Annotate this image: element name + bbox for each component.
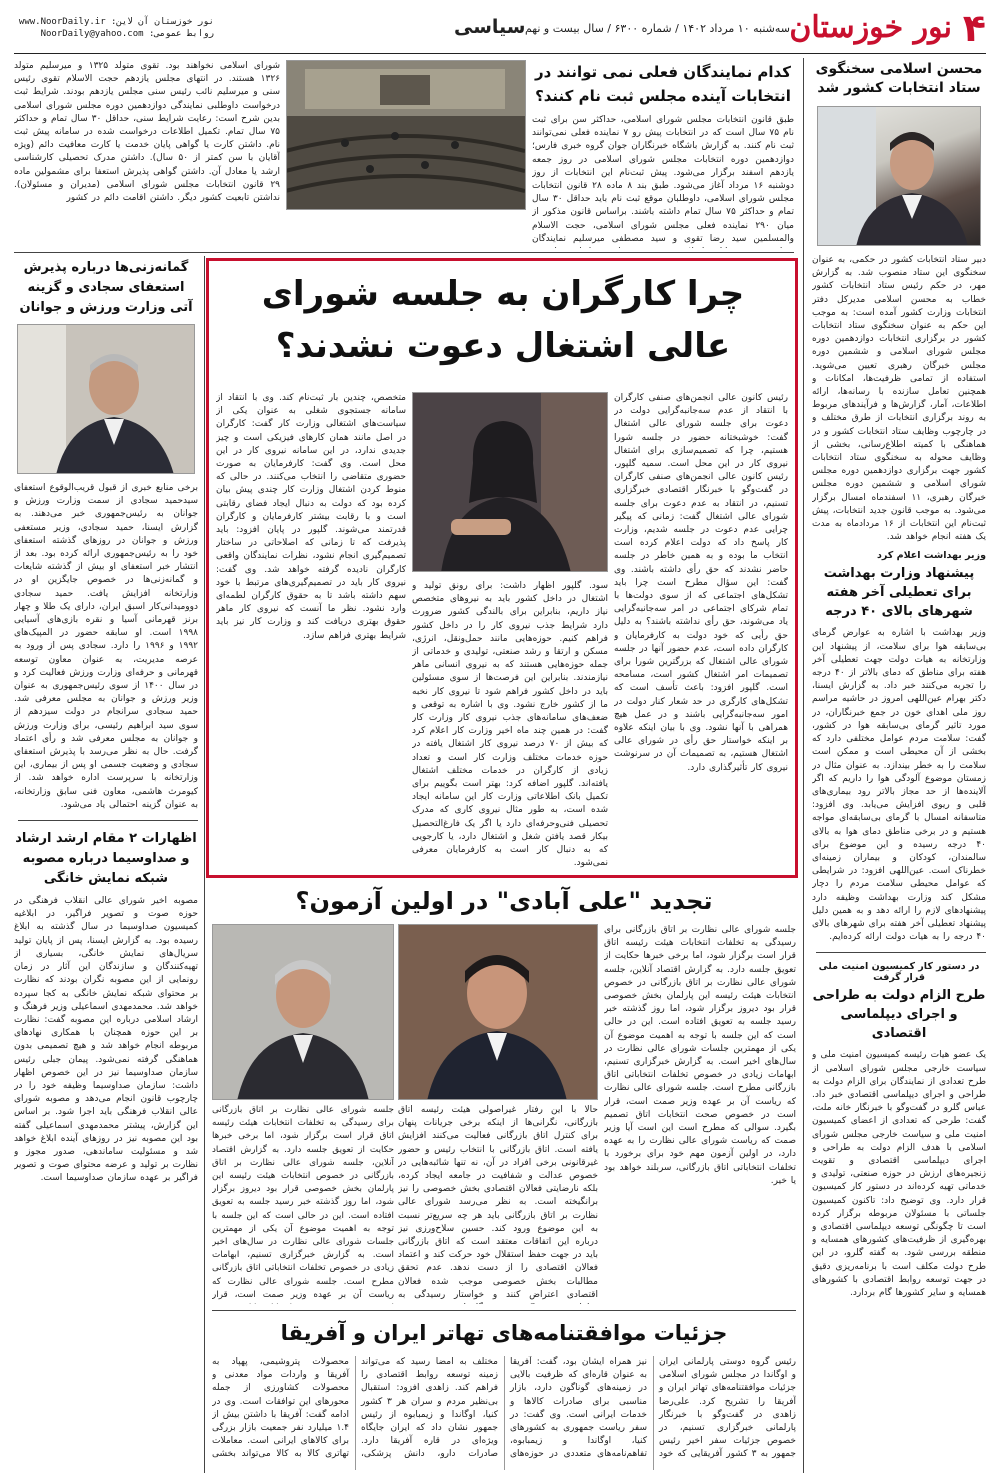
left-column: [14, 258, 198, 1470]
column-rule: [803, 58, 804, 1473]
ali-abadi-caption: جلسه شورای عالی نظارت بر اتاق بازرگانی برای رسیدگی به تخلفات انتخابات هیئت رئیسه اتاق قرار است برگزار شود، اما برخی خبرها حکایت از تعویق جلسه دارد. به گزارش اقتصاد آنلاین، جلسه شورای عالی نظارت بر اتاق بازرگانی در خصوص انتخابات هیئت رئیسه این پارلمان بخش خصوصی قرار بود دیروز برگزار شود، اما روز گذشته خبر رسید جلسه به تعویق افتاده است. این در حالی است که این جلسه با توجه به اهمیت موضوع آن یکی از مهمترین جلسات شورای عالی نظارت در سال‌های اخیر است. به گزارش خبرگزاری تسنیم، ابهامات زیادی در خصوص تخلفات انتخاباتی اتاق بازرگانی مطرح است. جلسه شورای عالی نظارت که ریاست آن بر عهده وزیر صمت است، قرار: [212, 1105, 394, 1300]
article-sports-body: برخی منابع خبری از قبول قریب‌الوقوع استعفای سیدحمید سجادی از سمت وزارت ورزش و جوانان به رئیس‌جمهوری خبر می‌دهند. به گزارش ایسنا، حمید سجادی، وزیر مستعفی ورزش و جوانان در روزهای گذشته استعفای خود را به رئیس‌جمهوری ارائه کرده بود. بعد از انتشار خبر استعفای او بیش از گذشته شایعات و گمانه‌زنی‌ها در خصوص جایگزین او در وزارتخانه افزایش یافت. حمید سجادی دوومیدانی‌کار اسبق ایران، دارای یک طلا و چهار برنز قهرمانی آسیا و نقره بازی‌های آسیایی ۱۹۹۸ است. او سابقه حضور در المپیک‌های ۱۹۹۲ و ۱۹۹۶ را دارد. سجادی پس از ورود به عرصه مدیریت، به عنوان معاون توسعه قهرمانی و حرفه‌ای وزارت ورزش فعالیت کرد و در سال ۱۴۰۰ از سوی رئیس‌جمهوری به عنوان وزیر ورزش و جوانان به مجلس معرفی شد. حمید سجادی سرانجام در دولت سیزدهم از سوی سید ابراهیم رئیسی، برای وزارت ورزش و جوانان به مجلس معرفی شد و رأی اعتماد گرفت. حال به نظر می‌رسد با پذیرش استعفای سجادی و وضعیت جسمی او پس از بیماری، این وزارتخانه با سرپرست اداره خواهد شد. از کیومرث هاشمی، معاون فنی سابق وزارتخانه، به عنوان گزینه احتمالی یاد می‌شود.: [14, 483, 198, 810]
ali-abadi-body-2: حالا با این رفتار غیراصولی هیئت رئیسه اتاق بازرگانی، نگرانی‌ها از اینکه برخی جریانات پنهان برای کنترل اتاق بازرگانی فعالیت می‌کنند افزایش یافته است. اتاق بازرگانی با انتخاب رئیس و حضور غیرقانونی برخی افراد در آن، نه تنها شائبه‌هایی در خصوص عدالت و شفافیت در جامعه ایجاد کرده، بلکه نارضایتی فعالان اقتصادی بخش خصوصی را نیز برانگیخته است. به نظر می‌رسد شورای عالی نظارت بر اتاق بازرگانی باید هر چه سریع‌تر نسبت به این موضوع ورود کند. حسین سلاح‌ورزی نیز درباره این اتفاقات معتقد است که اتاق بازرگانی باید در جهت حفظ استقلال خود حرکت کند و اعتماد فعالان اقتصادی را از دست ندهد. عدم تحقق مطالبات بخش خصوصی موجب شده فعالان اقتصادی اعتراض کنند و خواستار رسیدگی به: [398, 1105, 598, 1300]
page-number: ۴: [962, 6, 986, 50]
divider: [212, 1310, 796, 1311]
section-title: سیاسی: [454, 16, 526, 38]
headline-workers: چرا کارگران به جلسه شورای عالی اشتغال دعوت نشدند؟: [261, 274, 745, 366]
feature-col-3: [216, 392, 406, 868]
kicker-health: وزیر بهداشت اعلام کرد: [877, 550, 986, 562]
feature-body-2: سود. گلپور اظهار داشت: برای رونق تولید و اشتغال در داخل کشور باید به نیروهای متخصص نیاز داریم، بنابراین برای بالندگی کشور ضرورت دارد شرایط جذب نیروی کار را در داخل کشور فراهم کنیم. حوزه‌هایی مانند حمل‌ونقل، انرژی، مسکن و ارتقا و رشد صنعتی، تولیدی و خدماتی از جمله حوزه‌هایی هستند که به نیروی انسانی ماهر نیازمندند. بنابراین این فرصت‌ها از سوی مسئولین باید در داخل کشور فراهم شود تا نیروی کار نخبه ما از کشور خارج نشود. وی با اشاره به توقعی و ضعف‌های سامانه‌های جذب نیروی کار وزارت کار گفت: در همین چند ماه اخیر وزارت کار اعلام کرد که بیش از ۷۰ درصد نیروی کار اشتغال یافته در حوزه خدمات مختلف وزارت کار است و تعداد زیادی از کارگران در خدمات مختلف اشتغال یافته‌اند. گلپور اضافه کرد: بهتر است بگوییم برای تکمیل بانک اطلاعاتی وزارت کار این سامانه ایجاد شده است، به طور مثال نیروی کاری که مدرک تحصیلی فنی‌وحرفه‌ای دارد یا اگر یک فارغ‌التحصیل بیکار قصد یافتن شغل و اشتغال دارد، یا کارجویی که به دنبال کار است به کارفرمایان معرفی نمی‌شود.: [412, 581, 608, 868]
article-diplomacy-body: یک عضو هیات رئیسه کمیسیون امنیت ملی و سیاست خارجی مجلس شورای اسلامی از طرح تعدادی از نمایندگان برای الزام دولت به طراحی و اجرای دیپلماسی اقتصادی خبر داد. عباس گلرو در گفت‌وگو با خبرنگار خانه ملت، گفت: طرحی که تعدادی از اعضای کمیسیون امنیت ملی و سیاست خارجی مجلس شورای اسلامی با هدف الزام دولت به طراحی و اجرای دیپلماسی اقتصادی و تقویت زنجیره‌های ارزش در حوزه صنعتی، تولیدی و خدماتی تهیه کرده‌اند در دستور کار کمیسیون قرار دارد. وی توضیح داد: تاکنون کمیسیون جلساتی با مسئولان مربوطه برگزار کرده است تا چگونگی توسعه دیپلماسی اقتصادی و بهره‌گیری از ظرفیت‌های کشورهای همسایه و منطقه بررسی شود. به گفته گلرو، در این طرح دولت مکلف است با برنامه‌ریزی دقیق در جهت توسعه روابط اقتصادی با کشورهای همسایه و سایر کشورها گام بردارد.: [812, 1050, 986, 1298]
article-health-body: وزیر بهداشت با اشاره به عوارض گرمای بی‌سابقه هوا برای سلامت، از پیشنهاد این وزارتخانه به هیات دولت جهت تعطیلی آخر هفته برای مناطق که دمای بالاتر از ۴۰ درجه را تجربه می‌کنند خبر داد. به گزارش ایسنا، دکتر بهرام عین‌اللهی امروز در حاشیه مراسم روز ملی اهدای خون در جمع خبرنگاران، در مورد تاثیر گرمای بی‌سابقه هوا در کشور، گفت: سلامت مردم عوامل مختلفی دارد که بخشی از آن محیطی است و ممکن است سلامت را به خطر بیندازد. به عنوان مثال در زمستان موضوع آلودگی هوا را داریم که اگر آلاینده‌ها از حد مجاز بالاتر رود بیماری‌های قلبی و ریوی افزایش می‌یابد. وی افزود: متاسفانه امسال با گرمای بی‌سابقه‌ای مواجه هستیم و در برخی مناطق دمای هوا به بالای ۴۰ درجه رسیده و این موضوع برای سالمندان، کودکان و بیماران زمینه‌ای خطرناک است. عین‌اللهی افزود: در شرایطی که عوامل محیطی سلامت مردم را دچار مشکل کند وزارت بهداشت وظیفه دارد پیشنهادهای لازم را ارائه دهد و به همین دلیل پیشنهاد تعطیلی آخر هفته برای شهرهای بالای ۴۰ درجه را به هیات دولت ارائه کرده‌ایم.: [812, 628, 986, 943]
ali-abadi-col-2: [398, 1104, 598, 1304]
feature-body-3: متخصص، چندین بار ثبت‌نام کند. وی با انتقاد از سامانه جستجوی شغلی به عنوان یکی از سیاست‌های اشتغالی وزارت کار گفت: کارگران در اصل مانند همان کارهای فیزیکی است و چیز جدیدی ندارد، در این سامانه نیروی کار در این محل است. وی گفت: کارفرمایان به صورت حضوری متقاضی را انتخاب می‌کنند. در حالی که منوط کردن اشتغال وزارت کار چندی پیش بیان کرده بود که دولت به دنبال ایجاد فضای رقابتی است و با رقابت بیشتر کارفرمایان و کارگران قدرتمند می‌شوند. گلپور در پایان افزود: باید پذیرفت که تا زمانی که اصلاحاتی در ساختار تصمیم‌گیری انجام نشود، نظرات نمایندگان واقعی کارگران نادیده گرفته خواهد شد. وی گفت: نیروی کار باید در تصمیم‌گیری‌های مرتبط با خود سهم داشته باشد تا به حقوق کارگران لطمه‌ای وارد نشود. نظر ما آنست که نیروی کار ماهر حقوق بهتری دریافت کند و وزارت کار نیز باید شرایط بهتری فراهم سازد.: [216, 393, 406, 641]
article-home-video-body: مصوبه اخیر شورای عالی انقلاب فرهنگی در حوزه صوت و تصویر فراگیر، در ابلاغیه کمیسیون صداوسیما در سال گذشته به ابلاغ رسیده بود. به گزارش ایسنا، پس از پایان تولید سریال‌های نمایش خانگی، بسیاری از تهیه‌کنندگان و سازندگان این آثار در زمان رونمایی از این مصوبه نگران بودند که نظارت بر محتوای شبکه نمایش خانگی به کجا سپرده خواهد شد. محمدمهدی اسماعیلی وزیر فرهنگ و ارشاد اسلامی درباره این مصوبه گفت: نظارت بر این حوزه همچنان با همکاری نهادهای مربوطه انجام خواهد شد و هیچ تصمیمی بدون هماهنگی گرفته نمی‌شود. پیمان جبلی رئیس سازمان صداوسیما نیز در این خصوص اظهار داشت: سازمان صداوسیما وظیفه خود را در چارچوب قانون انجام می‌دهد و مصوبه شورای عالی انقلاب فرهنگی باید اجرا شود. بر اساس این گزارش، پیشتر محمدمهدی اسماعیلی گفته بود این مصوبه نیز در روزهای آینده ابلاغ خواهد شد و مسئولیت ساماندهی، صدور مجوز و نظارت بر تولید و عرضه محتوای صوت و تصویر فراگیر بر عهده سازمان صداوسیما است.: [14, 896, 198, 1184]
ali-abadi-col-3: [212, 1104, 394, 1304]
top-article-left: [14, 60, 280, 248]
divider: [14, 252, 794, 253]
top-article-right: [532, 60, 794, 248]
sajadi-photo: [17, 324, 195, 474]
article-spokesman-body: دبیر ستاد انتخابات کشور در حکمی، به عنوان سخنگوی این ستاد منصوب شد. به گزارش مهر، در حکم رئیس ستاد انتخابات کشور خطاب به محسن اسلامی مدیرکل دفتر انتخابات وزارت کشور آمده است: به موجب این حکم به عنوان سخنگوی ستاد انتخابات کشور در برگزاری انتخابات دوازدهمین دوره مجلس شورای اسلامی و ششمین دوره مجلس خبرگان رهبری تعیین می‌شوید. استفاده از تمامی ظرفیت‌ها، امکانات و همچنین تعامل سازنده با رسانه‌ها، ارائه اطلاعات، آمار، گزارش‌ها و فرآیندهای مربوط به روند برگزاری انتخابات از طرق مختلف و در چارچوب وظایف ستاد انتخابات کشور و در هماهنگی با کمیته اطلاع‌رسانی، بخشی از وظایف محوله به سخنگوی ستاد انتخابات کشور جهت برگزاری دوازدهمین دوره مجلس شورای اسلامی و ششمین دوره مجلس خبرگان رهبری، ۱۱ اسفندماه امسال برگزار می‌شود. به موجب قانون جدید انتخابات، پیش ثبت‌نام این انتخابات از ۱۶ مردادماه به مدت یک هفته انجام خواهد شد.: [812, 255, 986, 543]
kicker-diplomacy: در دستور کار کمیسیون امنیت ملی قرار گرفت: [818, 961, 980, 984]
feature-body-1: رئیس کانون عالی انجمن‌های صنفی کارگران با انتقاد از عدم سه‌جانبه‌گرایی دولت در دعوت برای جلسه شورای عالی اشتغال گفت: خوشبختانه حضور در جلسه شورا هستیم، چرا که تصمیم‌سازی برای اشتغال نیروی کار در این محل است. سمیه گلپور، رئیس کانون عالی انجمن‌های صنفی کارگران در گفت‌وگو با خبرنگار اقتصادی خبرگزاری تسنیم، در انتقاد به عدم دعوت برای جلسه شورای عالی اشتغال گفت: زمانی که پیگیر چرایی عدم دعوت در جلسه شدیم، وزارت کار پاسخ داد که دولت اعلام کرده است انتخاب ما بوده و به همین خاطر در جلسه حاضر نشدند که حق رأی داشته باشند. وی گفت: این سؤال مطرح است چرا باید تشکل‌های اجتماعی که از سوی دولت‌ها با تمام شرکای اجتماعی در امر سه‌جانبه‌گرایی یاد می‌شوند، حق رأی نداشته باشند؟ به دلیل حق رأیی که خود دولت به کارفرمایان و کارگران داده است، عدم حضور آنها در جلسه شورای عالی اشتغال که بزرگترین شورا برای تصمیمات امر اشتغال کشور است، مسامحه است. گلپور افزود: باعث تأسف است که تشکل‌های کارگری در حد شعار کنار دولت در امور سه‌جانبه‌گرایی باشند و در عمل هیچ همراهی با آنها نشود. وی با بیان اینکه علاوه بر اینکه خواستار حق رأی در شورای عالی اشتغال هستیم، به تصمیمات آن در سرنوشت نیروی کار تأثیرگذاری دارد.: [614, 393, 788, 773]
portrait-illustration: [817, 107, 980, 246]
portrait-photo: [817, 106, 981, 246]
parliament-illustration: [286, 61, 525, 210]
parliament-photo: [286, 60, 526, 210]
golpour-photo: [412, 392, 608, 572]
ali-abadi-body-1: جلسه شورای عالی نظارت بر اتاق بازرگانی برای رسیدگی به تخلفات انتخابات هیئت رئیسه اتاق قرار است برگزار شود، اما برخی خبرها حکایت از تعویق جلسه دارد. به گزارش اقتصاد آنلاین، جلسه شورای عالی نظارت بر اتاق بازرگانی در خصوص انتخابات هیئت رئیسه این پارلمان بخش خصوصی قرار بود دیروز برگزار شود، اما روز گذشته خبر رسید جلسه به تعویق افتاده است. این در حالی است که این جلسه با توجه به اهمیت موضوع آن یکی از مهمترین جلسات شورای عالی نظارت در سال‌های اخیر است. به گزارش خبرگزاری تسنیم، ابهامات زیادی در خصوص تخلفات انتخاباتی اتاق بازرگانی مطرح است. جلسه شورای عالی نظارت که ریاست آن بر عهده وزیر صمت است، قرار است در خصوص صحت انتخابات اتاق تصمیم بگیرد. سوالی که مطرح است این است آیا وزیر صمت که ریاست شورای عالی نظارت را به عهده دارد، در اولین آزمون مهم خود برای برخورد با تخلفات انتخاباتی اتاق بازرگانی، سربلند خواهد بود یا خیر.: [604, 925, 796, 1186]
feature-headline-box: [216, 268, 790, 388]
divider: [816, 952, 986, 953]
site-info: [14, 16, 214, 40]
aliabadi-photo: [212, 924, 394, 1100]
salahvarzi-illustration: [398, 925, 597, 1100]
aliabadi-illustration: [212, 925, 393, 1100]
article-parliament-body: طبق قانون انتخابات مجلس شورای اسلامی، حداکثر سن برای ثبت نام ۷۵ سال است که در انتخابات پیش رو ۷ نماینده فعلی نمی‌توانند ثبت نام کنند. به گزارش باشگاه خبرنگاران جوان گروه خبری فارس؛ دوازدهمین دوره انتخابات مجلس شورای اسلامی در روز جمعه یازدهم اسفند برگزار می‌شود. پیش ثبت‌نام این انتخابات از روز دوشنبه ۱۶ مرداد آغاز می‌شود. طبق بند ۸ ماده ۲۸ قانون انتخابات مجلس شورای اسلامی، داوطلبان موقع ثبت نام باید حداقل ۳۰ سال تمام و حداکثر ۷۵ سال تمام داشته باشند. براساس قانون مذکور از میان ۲۹۰ نماینده فعلی مجلس شورای اسلامی، حجت الاسلام والمسلمین سید رضا تقوی و سید مصطفی میرسلیم نمایندگان: [532, 115, 794, 244]
article-parliament-continued: شورای اسلامی نخواهند بود. تقوی متولد ۱۳۲۵ و میرسلیم متولد ۱۳۲۶ هستند. در انتهای مجلس یازدهم حجت الاسلام تقوی رئیس سنی و میرسلیم نائب رئیس سنی مجلس یازدهم بودند. شرایط ثبت درخواست داوطلبی نمایندگی دوازدهمین دوره مجلس شورای اسلامی بدین شرح است: رعایت شرایط سنی، حداقل ۳۰ سال تمام و حداکثر ۷۵ سال تمام. تکمیل اطلاعات درخواست شده در سامانه پیش ثبت نام. داشتن کارت یا گواهی پایان خدمت یا کارت معافیت دائم (ویژه آقایان با سن کمتر از ۵۰ سال). داشتن مدرک تحصیلی کارشناسی ارشد یا معادل آن. داشتن گواهی پذیرش استعفا برای مشمولین ماده ۲۹ قانون انتخابات مجلس شورای اسلامی (مدیران و مسئولان). نداشتن تابعیت کشور دیگر. داشتن اقامت دائم در کشور: [14, 61, 280, 204]
ali-abadi-col-1: [604, 924, 796, 1304]
africa-body: رئیس گروه دوستی پارلمانی ایران و اوگاندا در مجلس شورای اسلامی جزئیات موافقتنامه‌های تهاتر ایران و آفریقا را تشریح کرد. علی‌رضا زاهدی در گفت‌وگو با خبرنگار پارلمانی خبرگزاری تسنیم، در خصوص جزئیات سفر اخیر رئیس جمهور به ۳ کشور آفریقایی که خود نیز همراه ایشان بود، گفت: آفریقا به عنوان قاره‌ای که ظرفیت بالایی در زمینه‌های گوناگون دارد، بازار مناسبی برای صادرات کالاها و خدمات ایرانی است. وی گفت: در سفر ریاست جمهوری به کشورهای کنیا، اوگاندا و زیمبابوه، تفاهم‌نامه‌های متعددی در حوزه‌های مختلف به امضا رسید که می‌تواند زمینه توسعه روابط اقتصادی را فراهم کند. زاهدی افزود: استقبال بی‌نظیر مردم و سران هر ۳ کشور کنیا، اوگاندا و زیمبابوه از رئیس جمهور نشان داد که ایران جایگاه ویژه‌ای در قاره آفریقا دارد. صادرات دارو، دانش پزشکی، محصولات پتروشیمی، پهپاد به آفریقا و واردات مواد معدنی و محصولات کشاورزی از جمله محورهای این توافقات است. وی در ادامه گفت: آفریقا با داشتن بیش از ۱.۴ میلیارد نفر جمعیت بازار بزرگی برای کالاهای ایرانی است. معاملات تهاتری کالا به کالا می‌تواند بخشی: [212, 1357, 796, 1460]
golpour-illustration: [412, 393, 607, 572]
sajadi-illustration: [17, 325, 194, 474]
headline-home-video: اظهارات ۲ مقام ارشد ارشاد و صداوسیما درباره مصوبه شبکه نمایش خانگی: [15, 831, 197, 887]
ali-abadi-headline-box: [212, 884, 796, 920]
salahvarzi-photo: [398, 924, 598, 1100]
headline-spokesman: محسن اسلامی سخنگوی ستاد انتخابات کشور شد: [815, 61, 983, 96]
headline-diplomacy: طرح الزام دولت به طراحی و اجرای دیپلماسی اقتصادی: [812, 988, 986, 1042]
right-column: [812, 60, 986, 1470]
site-line-2: روابط عمومی: NoorDaily@yahoo.com: [40, 29, 214, 39]
africa-headline-box: [212, 1316, 796, 1352]
issue-date-line: سه‌شنبه ۱۰ مرداد ۱۴۰۲ / شماره ۶۳۰۰ / سال بیست و نهم: [524, 22, 790, 35]
headline-africa: جزئیات موافقتنامه‌های تهاتر ایران و آفریقا: [280, 1321, 728, 1345]
headline-sports-minister: گمانه‌زنی‌ها درباره پذیرش استعفای سجادی و گزینه آتی وزارت ورزش و جوانان: [19, 260, 193, 315]
headline-health: پیشنهاد وزارت بهداشت برای تعطیلی آخر هفته شهرهای بالای ۴۰ درجه: [823, 566, 975, 620]
newspaper-logo: نور خوزستان: [789, 10, 952, 45]
africa-body-columns: [212, 1356, 796, 1470]
feature-col-2: [412, 580, 608, 868]
feature-col-1: [614, 392, 788, 868]
masthead: [14, 6, 986, 54]
headline-ali-abadi: تجدید "علی آبادی" در اولین آزمون؟: [295, 887, 713, 915]
site-line-1: نور خوزستان آن لاین: www.NoorDaily.ir: [18, 17, 214, 27]
column-rule: [204, 256, 205, 1473]
headline-parliament: کدام نمایندگان فعلی نمی توانند در انتخابات آینده مجلس ثبت نام کنند؟: [535, 63, 791, 105]
divider: [18, 820, 198, 821]
